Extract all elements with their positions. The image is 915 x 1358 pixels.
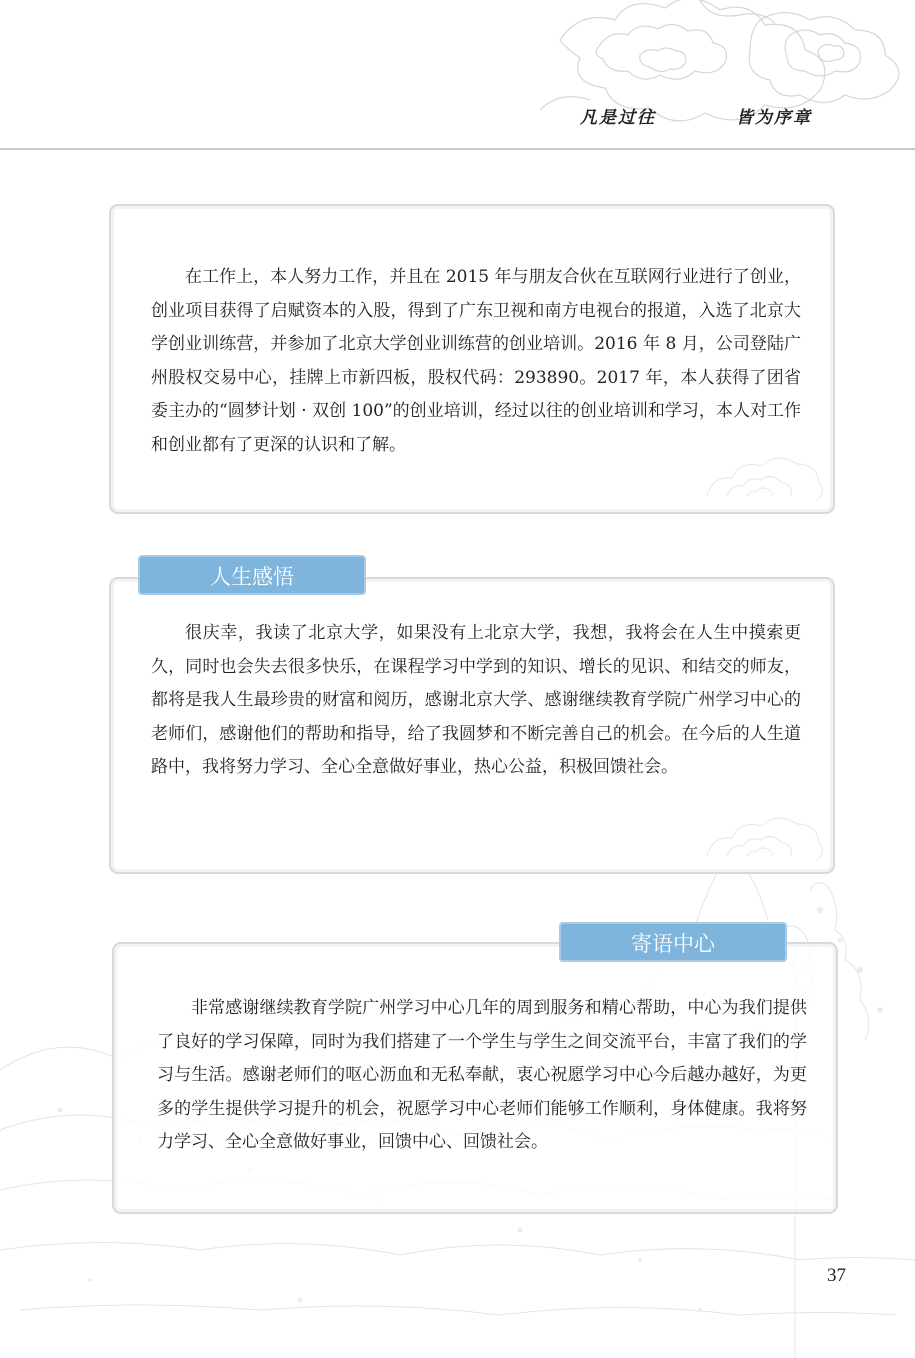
message-title-tab: 寄语中心 xyxy=(559,922,787,962)
header-rule xyxy=(0,148,915,150)
corner-cloud-icon xyxy=(697,436,827,506)
life-insight-section-box xyxy=(109,577,835,874)
header-right-motto: 皆为序章 xyxy=(736,108,812,128)
header-left-motto: 凡是过往 xyxy=(580,108,656,128)
page-number: 37 xyxy=(827,1265,846,1286)
message-section-box xyxy=(112,942,838,1214)
life-insight-paragraph: 很庆幸，我读了北京大学，如果没有上北京大学，我想，我将会在人生中摸索更久，同时也会失去很多快乐，在课程学习中学到的知识、增长的见识、和结交的师友，都将是我人生最珍贵的财富和阅历，感谢北京大学、感谢继续教育学院广州学习中心的老师们，感谢他们的帮助和指导，给了我圆梦和不断完善自己的机会。在今后的人生道路中，我将努力学习、全心全意做好事业，热心公益，积极回馈社会。 xyxy=(151,623,801,777)
work-paragraph: 在工作上，本人努力工作，并且在 2015 年与朋友合伙在互联网行业进行了创业，创业项目获得了启赋资本的入股，得到了广东卫视和南方电视台的报道，入选了北京大学创业训练营，并参加了北京大学创业训练营的创业培训。2016 年 8 月，公司登陆广州股权交易中心，挂牌上市新四板，股权代码：293890。2017 年，本人获得了团省委主办的“圆梦计划 · 双创 100”的创业培训，经过以往的创业培训和学习，本人对工作和创业都有了更深的认识和了解。 xyxy=(151,267,801,455)
message-paragraph: 非常感谢继续教育学院广州学习中心几年的周到服务和精心帮助，中心为我们提供了良好的学习保障，同时为我们搭建了一个学生与学生之间交流平台，丰富了我们的学习与生活。感谢老师们的呕心沥血和无私奉献，衷心祝愿学习中心今后越办越好，为更多的学生提供学习提升的机会，祝愿学习中心老师们能够工作顺利，身体健康。我将努力学习、全心全意做好事业，回馈中心、回馈社会。 xyxy=(157,998,807,1152)
work-section-box xyxy=(109,204,835,514)
life-insight-title-tab: 人生感悟 xyxy=(138,555,366,595)
corner-cloud-icon xyxy=(697,796,827,866)
